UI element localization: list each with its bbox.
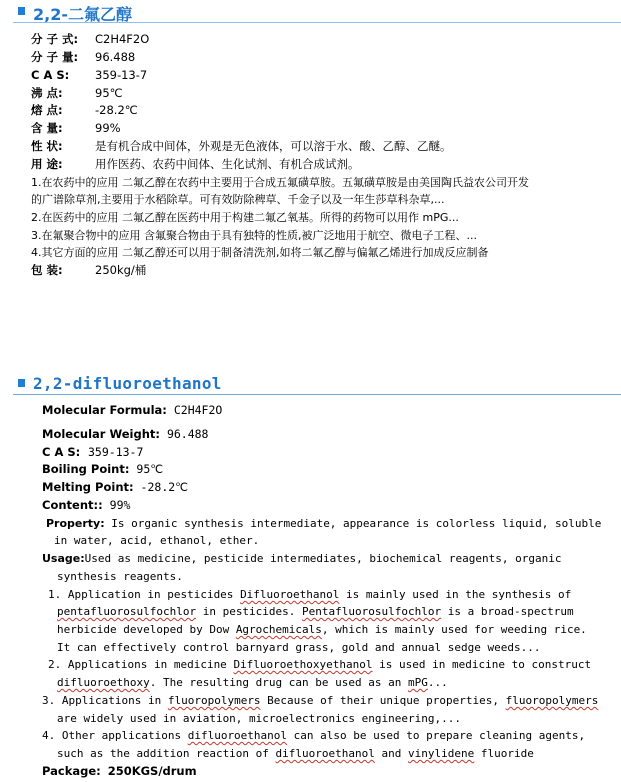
field-melting-cn: 熔 点: -28.2℃	[31, 103, 138, 117]
app4-line-1: 4. Other applications difluoroethanol can also be used to prepare cleaning agents,	[42, 729, 586, 742]
field-boiling-cn: 沸 点: 95℃	[31, 86, 123, 100]
app1-line-1: 1. Application in pesticides Difluoroethanol is mainly used in the synthesis of	[48, 588, 572, 601]
bullet-square-icon	[18, 7, 25, 15]
field-cas-cn: C A S: 359-13-7	[31, 68, 148, 82]
property-line-2: in water, acid, ethanol, ether.	[54, 534, 260, 547]
paragraph-cn-2: 的广谱除草剂,主要用于水稻除草。可有效防除稗草、千金子以及一年生莎草科杂草,...	[31, 193, 445, 206]
field-package-en: Package: 250KGS/drum	[42, 764, 197, 778]
app4-line-2: such as the addition reaction of difluoroethanol and vinylidene fluoride	[57, 747, 534, 760]
app2-line-2: difluoroethoxy. The resulting drug can be used as an mPG...	[57, 676, 448, 689]
app3-line-1: 3. Applications in fluoropolymers Because of their unique properties, fluoropolymers	[42, 694, 599, 707]
field-formula-cn: 分 子 式: C2H4F2O	[31, 32, 150, 46]
field-cas-en: C A S: 359-13-7	[42, 445, 144, 459]
bullet-square-icon	[18, 379, 25, 387]
field-weight-en: Molecular Weight: 96.488	[42, 427, 209, 441]
field-usage-cn: 用 途: 用作医药、农药中间体、生化试剂、有机合成试剂。	[31, 157, 360, 171]
app1-line-4: It can effectively control barnyard grass, gold and annual sedge weeds...	[57, 641, 541, 654]
field-package-cn: 包 装: 250kg/桶	[31, 263, 147, 277]
field-content-cn: 含 量: 99%	[31, 121, 121, 135]
app1-line-2: pentafluorosulfochlor in pesticides. Pentafluorosulfochlor is a broad-spectrum	[57, 605, 574, 618]
field-content-en: Content:: 99%	[42, 498, 131, 512]
title-cn: 2,2-二氟乙醇	[33, 5, 132, 24]
field-melting-en: Melting Point: -28.2℃	[42, 480, 189, 494]
app1-line-3: herbicide developed by Dow Agrochemicals, which is mainly used for weeding rice.	[57, 623, 587, 636]
field-usage-en: Usage:Used as medicine, pesticide intermediates, biochemical reagents, organic	[42, 552, 562, 565]
paragraph-cn-3: 2.在医药中的应用 二氟乙醇在医药中用于构建二氟乙氧基。所得的药物可以用作 mPG...	[31, 211, 459, 224]
field-formula-en: Molecular Formula: C2H4F2O	[42, 403, 223, 417]
usage-line-2: synthesis reagents.	[57, 570, 183, 583]
field-boiling-en: Boiling Point: 95℃	[42, 462, 164, 476]
section-title-cn	[0, 1, 621, 23]
field-property-cn: 性 状: 是有机合成中间体，外观是无色液体，可以溶于水、酸、乙醇、乙醚。	[31, 139, 452, 153]
paragraph-cn-5: 4.其它方面的应用 二氟乙醇还可以用于制备清洗剂,如将二氟乙醇与偏氟乙烯进行加成反应制备	[31, 246, 489, 259]
title-en: 2,2-difluoroethanol	[33, 374, 222, 393]
field-property-en: Property: Is organic synthesis intermediate, appearance is colorless liquid, soluble	[46, 517, 602, 530]
title-rule	[13, 394, 621, 395]
title-rule	[13, 22, 621, 23]
section-title-en	[0, 373, 621, 395]
app3-line-2: are widely used in aviation, microelectronics engineering,...	[57, 712, 461, 725]
paragraph-cn-4: 3.在氟聚合物中的应用 含氟聚合物由于具有独特的性质,被广泛地用于航空、微电子工程、...	[31, 229, 477, 242]
paragraph-cn-1: 1.在农药中的应用 二氟乙醇在农药中主要用于合成五氟磺草胺。五氟磺草胺是由美国陶氏益农公司开发	[31, 176, 529, 189]
app2-line-1: 2. Applications in medicine Difluoroethoxyethanol is used in medicine to construct	[48, 658, 592, 671]
field-weight-cn: 分 子 量: 96.488	[31, 50, 136, 64]
